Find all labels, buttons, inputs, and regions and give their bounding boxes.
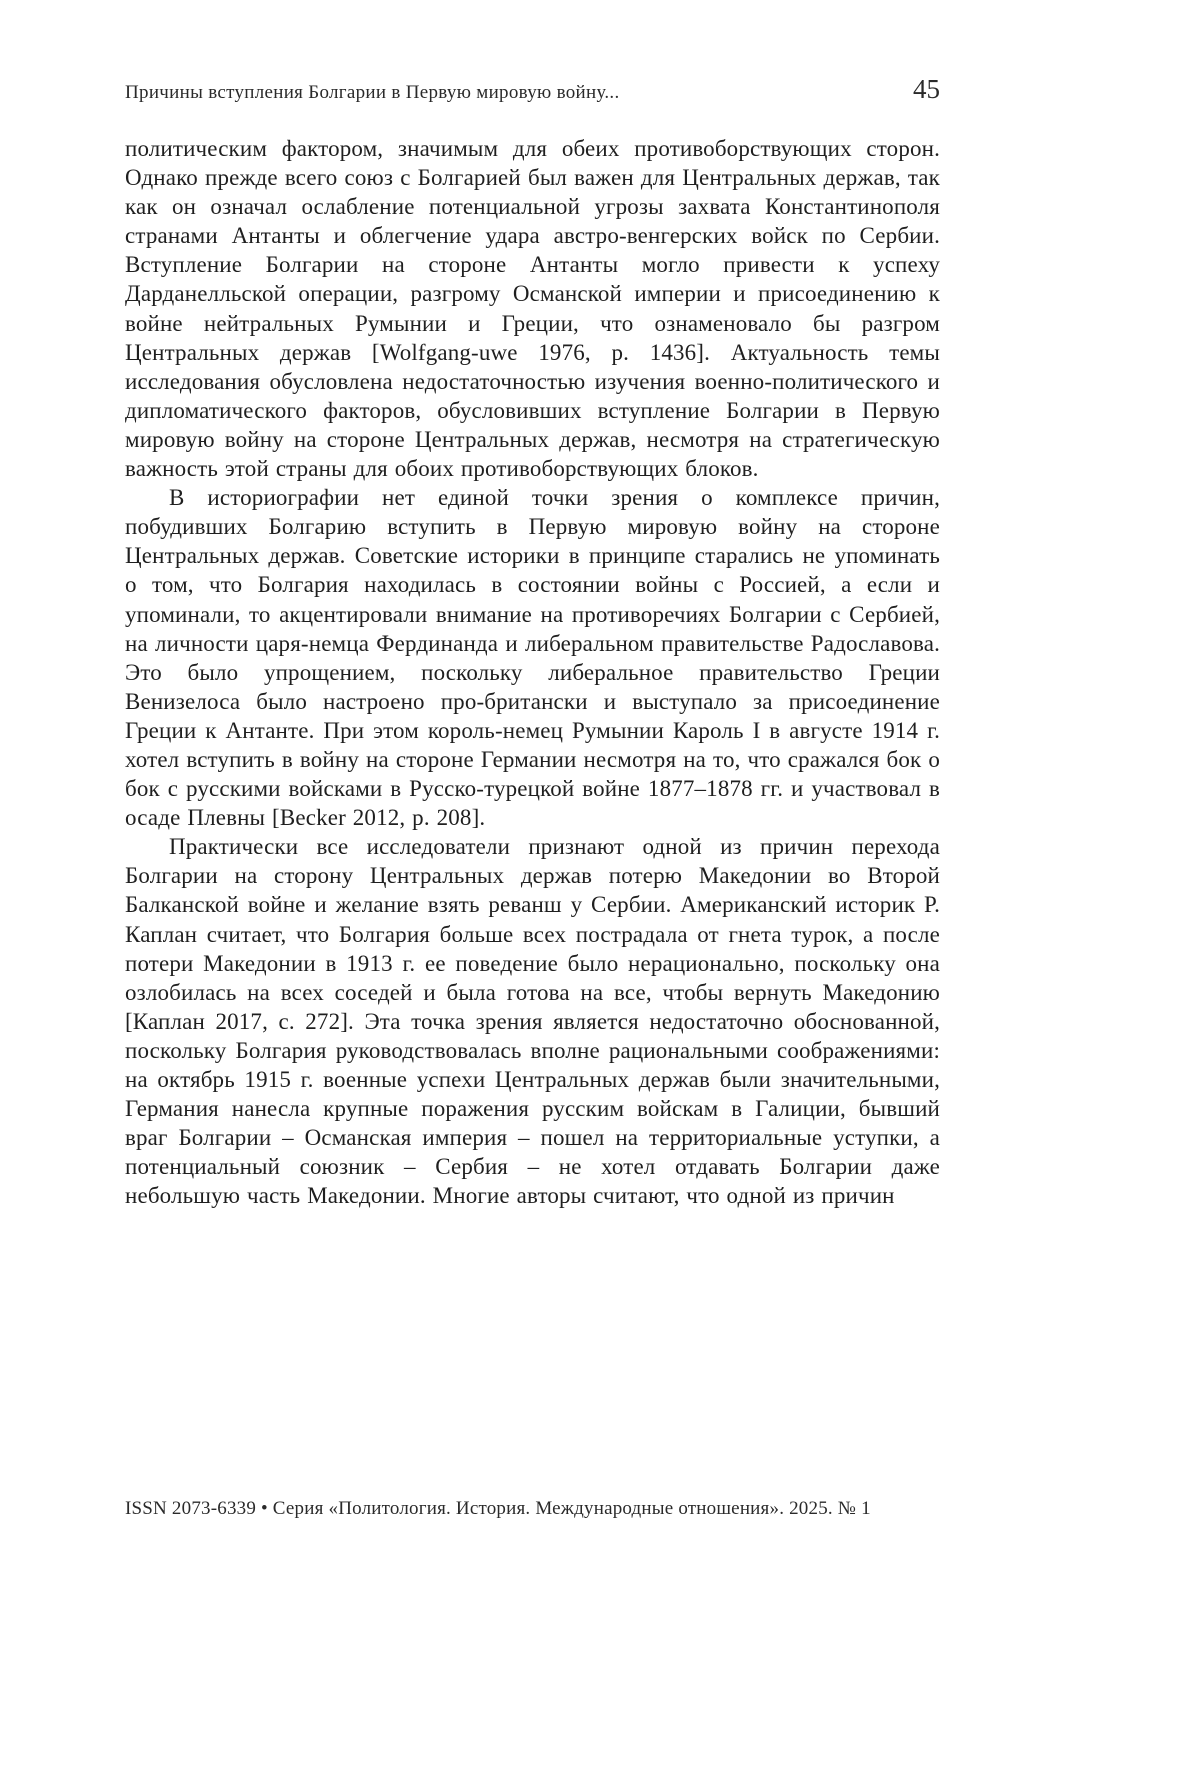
paragraph: Практически все исследователи признают одной из причин перехода Болгарии на сторону Центральных держав потерю Македонии во Второй Балканской войне и желание взять реванш у Сербии. Американский историк Р. Каплан считает, что Болгария больше всех пострадала от гнета турок, а после потери Македонии в 1913 г. ее поведение было нерационально, поскольку она озлобилась на всех соседей и была готова на все, чтобы вернуть Македонию [Каплан 2017, с. 272]. Эта точка зрения является недостаточно обоснованной, поскольку Болгария руководствовалась вполне рациональными соображениями: на октябрь 1915 г. военные успехи Центральных держав были значительными, Германия нанесла крупные поражения русским войскам в Галиции, бывший враг Болгарии – Османская империя – пошел на территориальные уступки, а потенциальный союзник – Сербия – не хотел отдавать Болгарии даже небольшую часть Македонии. Многие авторы считают, что одной из причин [125,834,940,1209]
page-number: 45 [913,74,940,104]
running-title: Причины вступления Болгарии в Первую мировую войну... [125,82,620,103]
footer-text: ISSN 2073-6339 • Серия «Политология. История. Международные отношения». 2025. № 1 [125,1498,871,1519]
paragraph-continuation: политическим фактором, значимым для обеих противоборствующих сторон. Однако прежде всего союз с Болгарией был важен для Центральных держав, так как он означал ослабление потенциальной угрозы захвата Константинополя странами Антанты и облегчение удара австро-венгерских войск по Сербии. Вступление Болгарии на стороне Антанты могло привести к успеху Дарданелльской операции, разгрому Османской империи и присоединению к войне нейтральных Румынии и Греции, что ознаменовало бы разгром Центральных держав [Wolfgang-uwe 1976, p. 1436]. Актуальность темы исследования обусловлена недостаточностью изучения военно-политического и дипломатического факторов, обусловивших вступление Болгарии в Первую мировую войну на стороне Центральных держав, несмотря на стратегическую важность этой страны для обоих противоборствующих блоков. [125,136,940,482]
page-footer [125,1498,940,1520]
article-body [125,134,940,1210]
running-header [125,74,940,105]
paragraph: В историографии нет единой точки зрения о комплексе причин, побудивших Болгарию вступить в Первую мировую войну на стороне Центральных держав. Советские историки в принципе старались не упоминать о том, что Болгария находилась в состоянии войны с Россией, а если и упоминали, то акцентировали внимание на противоречиях Болгарии с Сербией, на личности царя-немца Фердинанда и либеральном правительстве Радославова. Это было упрощением, поскольку либеральное правительство Греции Венизелоса было настроено про-британски и выступало за присоединение Греции к Антанте. При этом король-немец Румынии Кароль I в августе 1914 г. хотел вступить в войну на стороне Германии несмотря на то, что сражался бок о бок с русскими войсками в Русско-турецкой войне 1877–1878 гг. и участвовал в осаде Плевны [Becker 2012, p. 208]. [125,485,940,831]
